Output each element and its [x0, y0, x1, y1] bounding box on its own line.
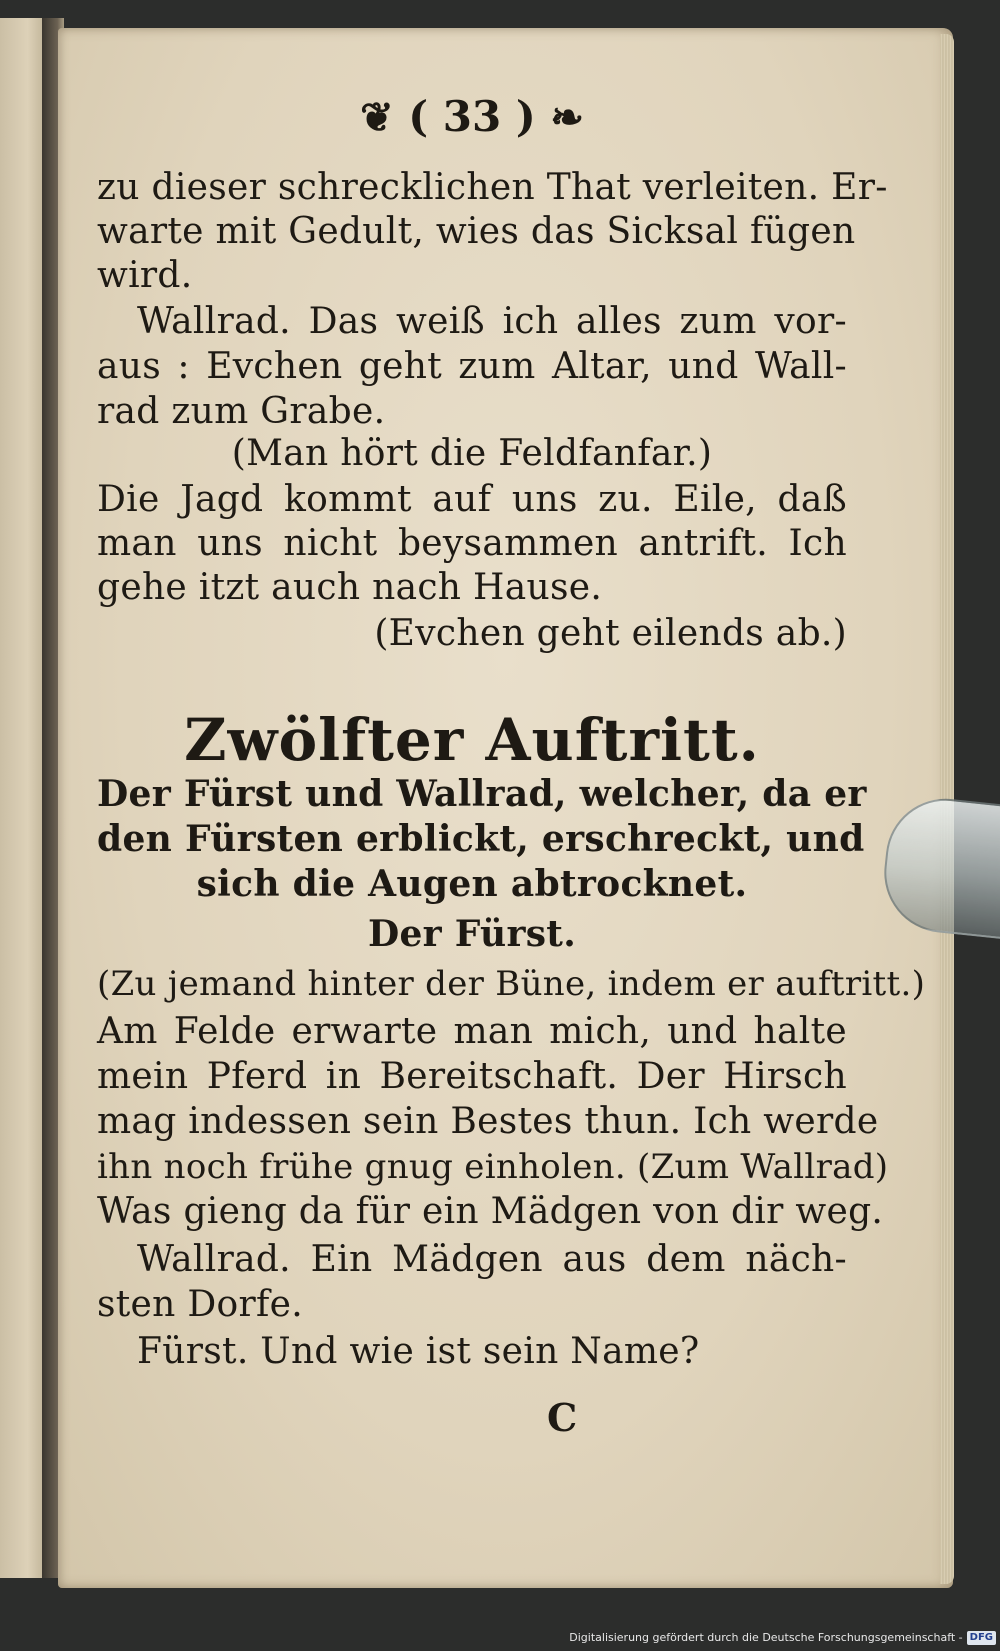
text-line: mein Pferd in Bereitschaft. Der Hirsch [97, 1056, 847, 1097]
scene-description: Der Fürst und Wallrad, welcher, da er [97, 773, 867, 815]
text-line: aus : Evchen geht zum Altar, und Wall- [97, 346, 847, 387]
dfg-logo: DFG [967, 1631, 996, 1645]
speech-line: Wallrad. Das weiß ich alles zum vor- [137, 301, 847, 342]
text-line: ihn noch frühe gnug einholen. (Zum Wallrad) [97, 1147, 889, 1187]
text-line: zu dieser schrecklichen That verleiten. Er- [97, 167, 888, 208]
text-line: Die Jagd kommt auf uns zu. Eile, daß [97, 479, 847, 520]
text-line: gehe itzt auch nach Hause. [97, 567, 603, 608]
credit-text: Digitalisierung gefördert durch die Deutsche Forschungsgemeinschaft - [569, 1631, 963, 1644]
text-line: wird. [97, 255, 193, 296]
page-header [97, 92, 847, 143]
signature-mark: C [547, 1395, 578, 1440]
stage-direction: (Zu jemand hinter der Büne, indem er auftritt.) [97, 964, 926, 1004]
stage-direction: (Man hört die Feldfanfar.) [231, 433, 713, 474]
text-line: warte mit Gedult, wies das Sicksal fügen [97, 211, 856, 252]
left-page-edge [0, 18, 46, 1578]
stage-direction: (Evchen geht eilends ab.) [374, 613, 847, 654]
text-line: man uns nicht beysammen antrift. Ich [97, 523, 847, 564]
text-line: Was gieng da für ein Mädgen von dir weg. [97, 1191, 884, 1232]
speaker-name: Der Fürst. [367, 913, 577, 955]
text-line: mag indessen sein Bestes thun. Ich werde [97, 1101, 879, 1142]
right-ornament-icon: ❧ [550, 94, 584, 141]
scene-description: sich die Augen abtrocknet. [196, 863, 748, 905]
speech-line: Fürst. Und wie ist sein Name? [137, 1331, 700, 1372]
text-line: Am Felde erwarte man mich, und halte [97, 1011, 847, 1052]
page-number: ( 33 ) [408, 92, 536, 141]
digitization-credit [569, 1631, 996, 1645]
text-line: sten Dorfe. [97, 1284, 303, 1325]
speech-line: Wallrad. Ein Mädgen aus dem näch- [137, 1239, 847, 1280]
left-ornament-icon: ❦ [360, 94, 394, 141]
scene-heading: Zwölfter Auftritt. [184, 706, 760, 774]
text-line: rad zum Grabe. [97, 391, 386, 432]
scene-description: den Fürsten erblickt, erschreckt, und [97, 818, 865, 860]
